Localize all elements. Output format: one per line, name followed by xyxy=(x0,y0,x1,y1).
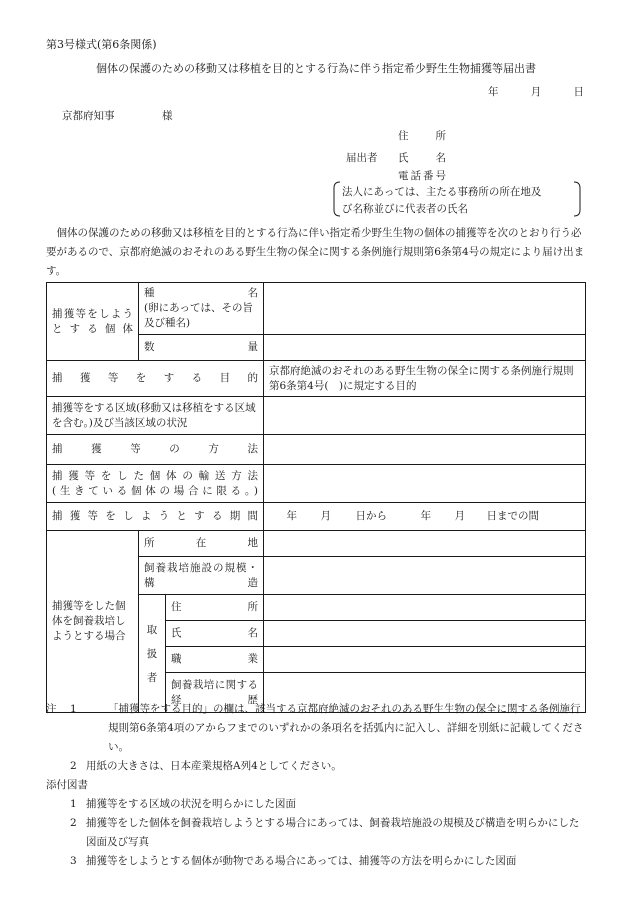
period-from-day: 日から xyxy=(355,510,387,522)
form-number: 第3号様式(第6条関係) xyxy=(46,38,157,51)
note-2 xyxy=(46,757,586,776)
attachment-2-number: 2 xyxy=(70,817,77,829)
period-label: 捕獲等をしようとする期間 xyxy=(47,503,264,531)
reporter-name-label: 氏名 xyxy=(398,152,446,164)
attachment-3-number: 3 xyxy=(70,855,77,867)
corporate-note-line-1: 法人にあっては、主たる事務所の所在地及 xyxy=(342,186,542,198)
date-line xyxy=(488,84,584,99)
period-from-year: 年 xyxy=(286,510,297,522)
facility-value[interactable] xyxy=(264,557,586,595)
addressee-name: 京都府知事 xyxy=(62,110,115,122)
period-value[interactable] xyxy=(264,503,586,531)
notes-label: 注 xyxy=(46,703,57,715)
reporter-role: 届出者 xyxy=(346,152,378,164)
note-1-text: 「捕獲等をする目的」の欄は、該当する京都府絶滅のおそれのある野生生物の保全に関する条例施行規則第6条第4項のアからフまでのいずれかの条項名を括弧内に記入し、詳細を別紙に記載してください。 xyxy=(108,703,584,753)
transport-label-cell xyxy=(47,465,264,503)
transport-label-2: (生きている個体の場合に限る。) xyxy=(52,484,258,497)
addressee-honorific: 様 xyxy=(162,110,173,122)
attachment-1-text: 捕獲等をする区域の状況を明らかにした図面 xyxy=(86,798,296,810)
date-month-label: 月 xyxy=(530,86,542,98)
notes-section xyxy=(46,700,586,871)
handler-label: 取扱者 xyxy=(139,595,166,713)
intro-paragraph: 個体の保護のための移動又は移植を目的とする行為に伴い指定希少野生生物の個体の捕獲等を次のとおり行う必要があるので、京都府絶滅のおそれのある野生生物の保全に関する条例施行規則第6条第4号の規定により届け出ます。 xyxy=(46,227,585,277)
handler-experience-label: 飼養栽培に関する経歴 xyxy=(166,673,264,713)
reporter-phone-label: 電話番号 xyxy=(398,170,446,182)
attachment-3 xyxy=(46,852,586,871)
handler-job-label: 職業 xyxy=(166,647,264,673)
purpose-label: 捕獲等をする目的 xyxy=(47,361,264,397)
note-2-text: 用紙の大きさは、日本産業規格A列4としてください。 xyxy=(86,760,342,772)
note-2-number: 2 xyxy=(70,760,77,772)
period-from-month: 月 xyxy=(320,510,331,522)
transport-label-1: 捕獲等をした個体の輸送方法 xyxy=(52,469,258,482)
addressee xyxy=(62,108,173,123)
handler-address-value[interactable] xyxy=(264,595,586,621)
period-to-day: 日までの間 xyxy=(486,510,539,522)
corporate-note-line-2: び名称並びに代表者の氏名 xyxy=(342,203,468,215)
species-note: (卵にあっては、その旨及び種名) xyxy=(144,302,253,329)
document-title: 個体の保護のための移動又は移植を目的とする行為に伴う指定希少野生生物捕獲等届出書 xyxy=(96,62,536,75)
individual-label: 捕獲等をしようとする個体 xyxy=(47,283,139,361)
method-value[interactable] xyxy=(264,435,586,465)
note-1 xyxy=(46,700,586,757)
date-day-label: 日 xyxy=(573,86,584,98)
note-1-number: 1 xyxy=(70,703,77,715)
location-label: 所在地 xyxy=(139,531,264,557)
date-year-label: 年 xyxy=(488,86,499,98)
breeding-label: 捕獲等をした個体を飼養栽培しようとする場合 xyxy=(47,531,139,713)
transport-value[interactable] xyxy=(264,465,586,503)
attachment-2 xyxy=(46,814,586,852)
purpose-text[interactable]: 京都府絶滅のおそれのある野生生物の保全に関する条例施行規則第6条第4号( )に規定する目的 xyxy=(264,361,586,397)
count-value[interactable] xyxy=(264,335,586,361)
species-label-cell xyxy=(139,283,264,335)
attachment-2-text: 捕獲等をした個体を飼養栽培しようとする場合にあっては、飼養栽培施設の規模及び構造を明らかにした図面及び写真 xyxy=(86,817,580,848)
species-value[interactable] xyxy=(264,283,586,335)
method-label: 捕獲等の方法 xyxy=(47,435,264,465)
attachments-label: 添付図書 xyxy=(46,779,88,791)
corporate-note xyxy=(332,181,582,217)
period-to-month: 月 xyxy=(454,510,465,522)
handler-name-label: 氏名 xyxy=(166,621,264,647)
species-label: 種名 xyxy=(144,287,258,299)
count-label: 数量 xyxy=(139,335,264,361)
notification-table xyxy=(46,282,586,713)
handler-name-value[interactable] xyxy=(264,621,586,647)
attachment-1 xyxy=(46,795,586,814)
location-value[interactable] xyxy=(264,531,586,557)
area-value[interactable] xyxy=(264,397,586,435)
handler-job-value[interactable] xyxy=(264,647,586,673)
area-label: 捕獲等をする区域(移動又は移植をする区域を含む。)及び当該区域の状況 xyxy=(47,397,264,435)
attachment-1-number: 1 xyxy=(70,798,77,810)
attachment-3-text: 捕獲等をしようとする個体が動物である場合にあっては、捕獲等の方法を明らかにした図面 xyxy=(86,855,517,867)
facility-label: 飼養栽培施設の規模・構造 xyxy=(139,557,264,595)
handler-address-label: 住所 xyxy=(166,595,264,621)
reporter-address-label: 住所 xyxy=(398,130,446,142)
period-to-year: 年 xyxy=(420,510,431,522)
